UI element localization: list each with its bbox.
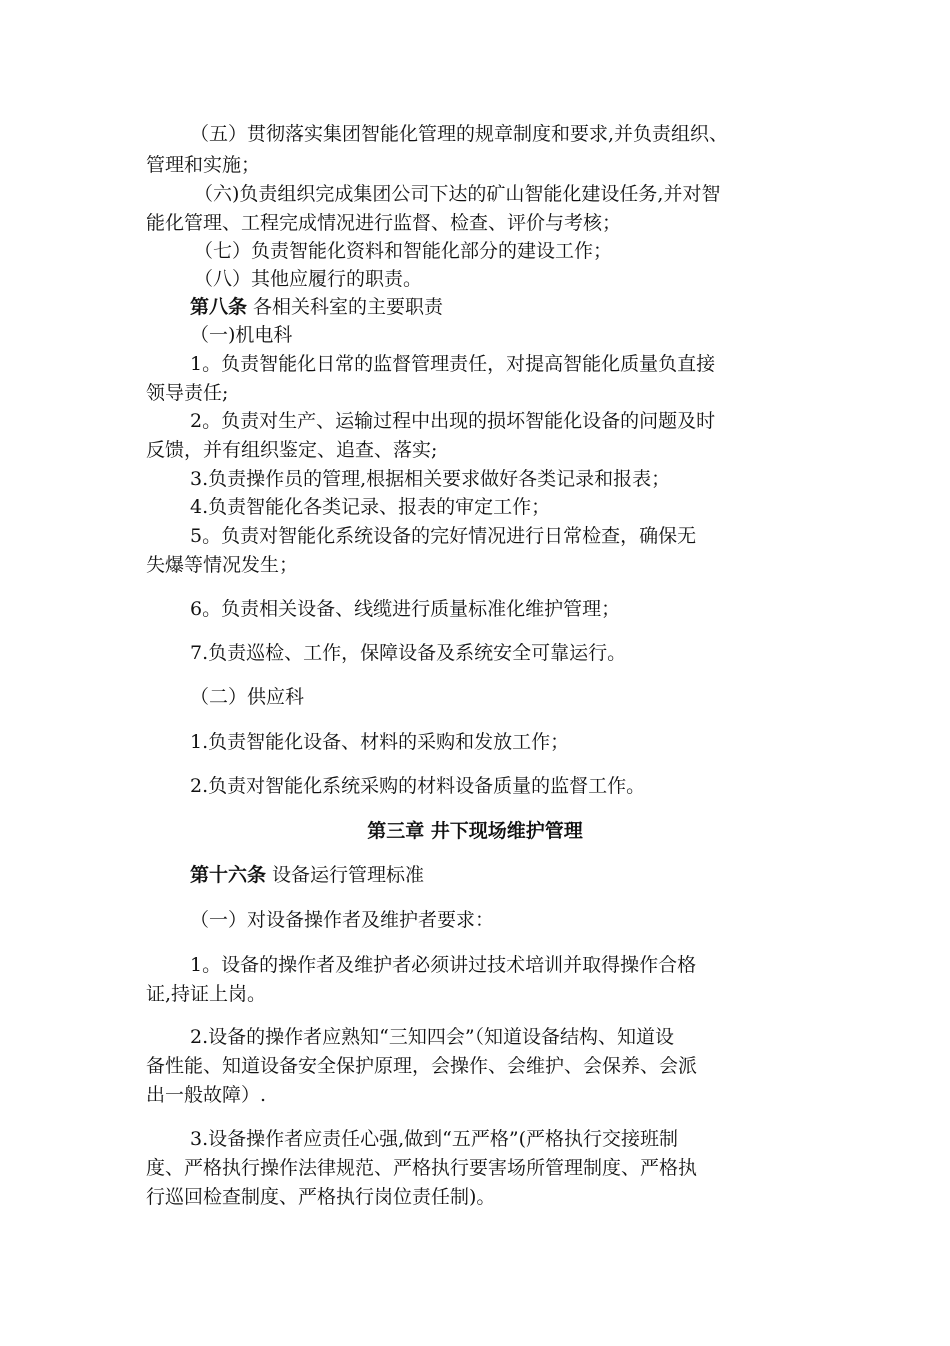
text-line: 反馈，并有组织鉴定、追查、落实; (146, 439, 438, 461)
text-line: （一)机电科 (190, 324, 293, 346)
text-line: 2.设备的操作者应熟知“三知四会”（知道设备结构、知道设 (190, 1026, 675, 1048)
text-line: 失爆等情况发生； (146, 554, 299, 576)
article-number: 第十六条 (190, 864, 267, 886)
chapter-heading: 第三章 井下现场维护管理 (367, 820, 583, 842)
text-line: （八）其他应履行的职责。 (194, 268, 423, 290)
text-line: 能化管理、工程完成情况进行监督、检查、评价与考核； (146, 212, 622, 234)
text-line: 1。设备的操作者及维护者必须讲过技术培训并取得操作合格 (190, 954, 697, 976)
text-line: 证,持证上岗。 (146, 983, 267, 1005)
text-line: 管理和实施； (146, 154, 261, 176)
text-line: （五）贯彻落实集团智能化管理的规章制度和要求,并负责组织、 (190, 123, 729, 145)
text-line: 2.负责对智能化系统采购的材料设备质量的监督工作。 (190, 775, 646, 797)
text-line: 1.负责智能化设备、材料的采购和发放工作； (190, 731, 570, 753)
article-number: 第八条 (190, 296, 248, 318)
text-line: 1。负责智能化日常的监督管理责任，对提高智能化质量负直接 (190, 353, 716, 375)
text-line: 行巡回检查制度、严格执行岗位责任制)。 (146, 1186, 496, 1208)
article-heading (190, 293, 443, 321)
text-line: 4.负责智能化各类记录、报表的审定工作； (190, 496, 551, 518)
text-line: 领导责任; (146, 382, 229, 404)
text-line: （六)负责组织完成集团公司下达的矿山智能化建设任务,并对智 (194, 183, 721, 205)
text-line: 出一般故障）. (146, 1084, 267, 1106)
text-line: 5。负责对智能化系统设备的完好情况进行日常检查，确保无 (190, 525, 697, 547)
text-line: 6。负责相关设备、线缆进行质量标准化维护管理； (190, 598, 621, 620)
text-line: 度、严格执行操作法律规范、严格执行要害场所管理制度、严格执 (146, 1157, 698, 1179)
text-line: 7.负责巡检、工作，保障设备及系统安全可靠运行。 (190, 642, 627, 664)
text-line: （七）负责智能化资料和智能化部分的建设工作； (194, 240, 613, 262)
article-title: 各相关科室的主要职责 (247, 296, 444, 318)
text-line: 3.设备操作者应责任心强,做到“五严格”(严格执行交接班制 (190, 1128, 679, 1150)
article-heading (190, 861, 424, 889)
text-line: （一）对设备操作者及维护者要求： (190, 909, 495, 931)
text-line: 2。负责对生产、运输过程中出现的损坏智能化设备的问题及时 (190, 410, 716, 432)
text-line: （二）供应科 (190, 686, 305, 708)
text-line: 备性能、知道设备安全保护原理，会操作、会维护、会保养、会派 (146, 1055, 698, 1077)
article-title: 设备运行管理标准 (266, 864, 425, 886)
text-line: 3.负责操作员的管理,根据相关要求做好各类记录和报表； (190, 468, 671, 490)
